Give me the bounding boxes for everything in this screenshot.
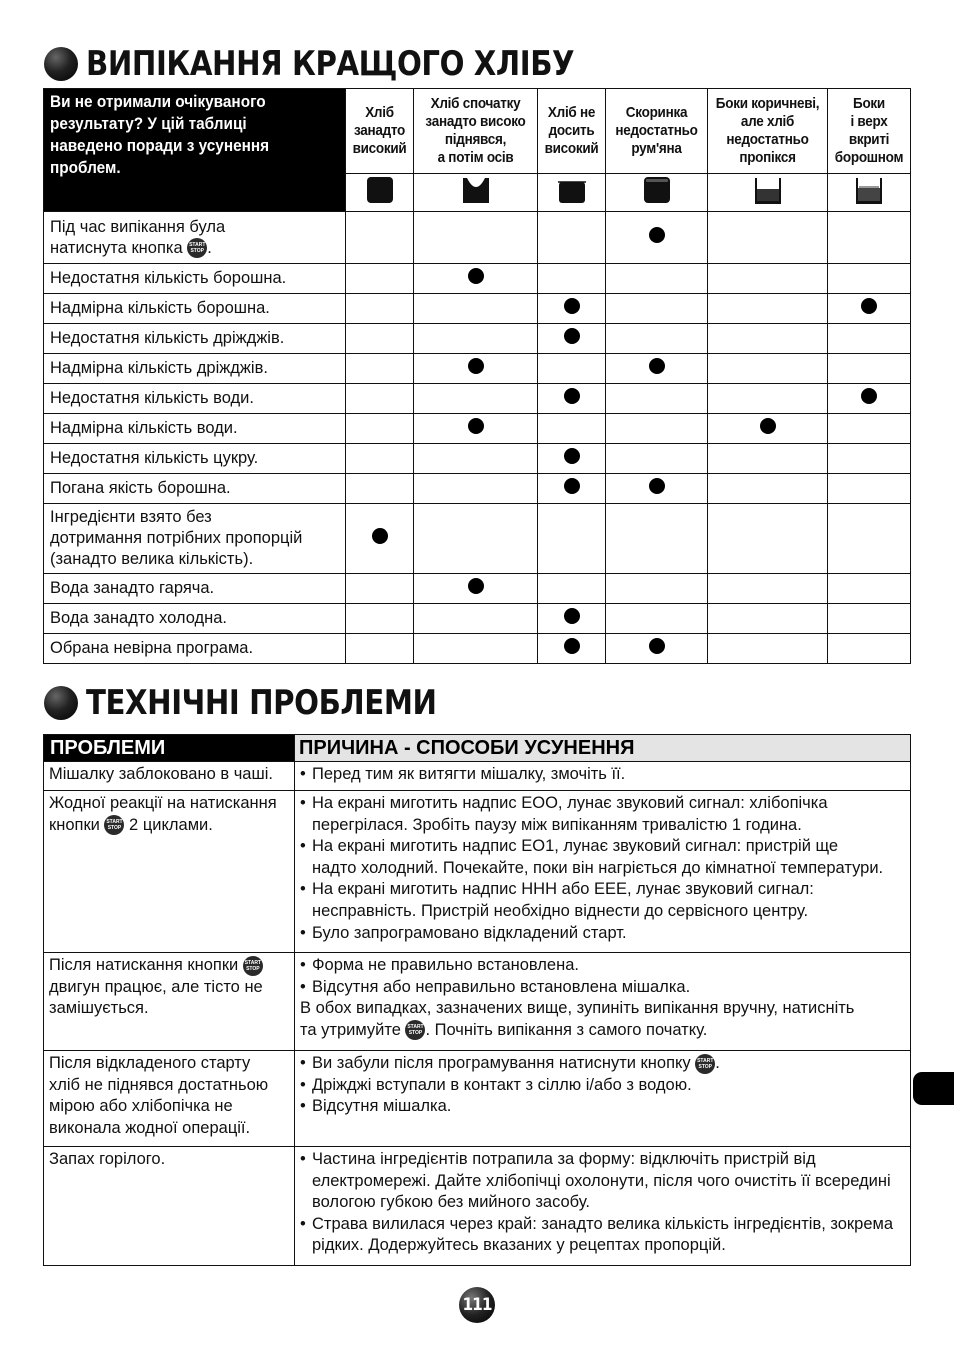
problem-line: Запах горілого.	[49, 1150, 166, 1168]
column-header-line: Хліб не	[547, 104, 596, 121]
chapter-tab	[913, 1072, 954, 1105]
mark-cell	[828, 444, 911, 474]
mark-cell	[828, 474, 911, 504]
bullet: •	[300, 1075, 306, 1094]
row-label	[44, 604, 346, 634]
cause-item	[300, 879, 905, 922]
mark-cell	[414, 604, 538, 634]
table-row	[44, 474, 911, 504]
loaf-pale-crust-icon	[642, 174, 672, 206]
mark-cell	[606, 604, 708, 634]
cause-line: Страва вилилася через край: занадто велика кількість інгредієнтів, зокрема	[312, 1214, 894, 1233]
mark-cell	[606, 444, 708, 474]
cause-line: Форма не правильно встановлена.	[312, 956, 579, 974]
cause-text	[312, 977, 905, 999]
mark-cell	[708, 634, 828, 664]
column-header-line: недостатньо	[615, 122, 698, 139]
mark-cell	[414, 384, 538, 414]
cause-line: На екрані миготить надпис EO1, лунає звуковий сигнал: пристрій ще	[312, 837, 839, 856]
mark-cell	[414, 444, 538, 474]
column-header-line: але хліб	[740, 113, 795, 130]
problem-cell	[44, 953, 295, 1051]
mark-cell	[346, 384, 414, 414]
cause-line: Відсутня мішалка.	[312, 1097, 452, 1116]
start-stop-icon: START STOP	[187, 238, 207, 258]
loaf-tall-icon	[365, 174, 395, 206]
mark-cell	[606, 474, 708, 504]
column-header-line: високий	[544, 140, 599, 157]
mark-dot	[649, 638, 665, 654]
cause-line: надто холодний. Почекайте, поки він нагріється до кімнатної температури.	[312, 858, 884, 877]
mark-cell	[414, 504, 538, 574]
column-header-line: Боки коричневі,	[715, 95, 820, 112]
column-header-line: рум'яна	[631, 140, 682, 157]
problem-line: замішується.	[49, 999, 149, 1018]
bullet: •	[300, 923, 306, 942]
column-header	[708, 89, 828, 174]
bullet: •	[300, 977, 306, 996]
mark-cell	[346, 354, 414, 384]
mark-cell	[708, 414, 828, 444]
cause-item	[300, 1096, 905, 1118]
mark-cell	[708, 324, 828, 354]
cause-cell	[295, 791, 911, 953]
problem-line: Після натискання кнопки START STOP	[49, 956, 261, 974]
cause-item	[300, 1053, 905, 1075]
mark-cell	[708, 212, 828, 264]
table-row	[44, 324, 911, 354]
problem-cell	[44, 1147, 295, 1266]
table-row	[44, 294, 911, 324]
cause-text	[312, 793, 905, 836]
cause-line: На екрані миготить надпис EOO, лунає звуковий сигнал: хлібопічка	[312, 794, 828, 812]
mark-dot	[564, 608, 580, 624]
cause-text	[312, 1096, 905, 1118]
column-header-line: Скоринка	[625, 104, 688, 121]
mark-cell	[828, 574, 911, 604]
mark-cell	[708, 604, 828, 634]
mark-cell	[538, 444, 606, 474]
problem-line: двигун працює, але тісто не	[49, 977, 263, 996]
mark-cell	[346, 474, 414, 504]
column-header-line: а потім осів	[437, 149, 514, 166]
mark-dot	[649, 358, 665, 374]
cause-text	[312, 836, 905, 879]
row-label	[44, 294, 346, 324]
column-icon-cell	[708, 174, 828, 212]
row-label-line: Надмірна кількість води.	[50, 419, 238, 437]
row-label	[44, 574, 346, 604]
column-header-line: занадто	[353, 122, 406, 139]
column-header-line: Хліб	[365, 104, 394, 121]
mark-cell	[606, 574, 708, 604]
cause-line: рідких. Додержуйтесь вказаних у рецептах пропорцій.	[312, 1236, 726, 1255]
problem-cell	[44, 762, 295, 791]
mark-cell	[708, 294, 828, 324]
column-header-line: занадто високо	[425, 113, 526, 130]
mark-dot	[468, 268, 484, 284]
cause-line: перегрілася. Зробіть паузу між випіканням тривалістю 1 година.	[312, 815, 802, 834]
cause-item	[300, 836, 905, 879]
cause-item	[300, 793, 905, 836]
cause-line: електромережі. Дайте хлібопічці охолонути, після чого очистіть її всередині	[312, 1171, 891, 1190]
mark-cell	[414, 324, 538, 354]
column-header	[346, 89, 414, 174]
column-header	[828, 89, 911, 174]
mark-dot	[468, 578, 484, 594]
problem-line: виконала жодної операції.	[49, 1118, 251, 1137]
mark-cell	[538, 212, 606, 264]
table-row	[44, 1051, 911, 1147]
page-number: 111	[459, 1287, 495, 1323]
mark-cell	[538, 264, 606, 294]
table-row	[44, 384, 911, 414]
row-label	[44, 504, 346, 574]
cause-text	[312, 764, 905, 786]
start-stop-icon: START STOP	[405, 1020, 425, 1040]
row-label-line: Недостатня кількість цукру.	[50, 449, 259, 467]
bullet: •	[300, 765, 306, 783]
section-title-baking	[44, 44, 654, 84]
cause-text	[312, 1214, 905, 1257]
table-row	[44, 264, 911, 294]
column-header-line: Боки	[853, 95, 885, 112]
mark-dot	[468, 418, 484, 434]
bullet: •	[300, 837, 306, 856]
table-row	[44, 953, 911, 1051]
mark-dot	[564, 638, 580, 654]
cause-text	[312, 1053, 905, 1075]
problem-line: кнопки START STOP 2 циклами.	[49, 815, 213, 834]
mark-cell	[606, 294, 708, 324]
mark-cell	[346, 634, 414, 664]
bullet-ball-icon	[44, 47, 78, 81]
cause-item	[300, 923, 905, 945]
row-label	[44, 474, 346, 504]
row-label-line: Недостатня кількість борошна.	[50, 269, 287, 287]
cause-cell	[295, 1051, 911, 1147]
table-row	[44, 762, 911, 791]
mark-cell	[828, 264, 911, 294]
start-stop-icon: START STOP	[243, 956, 263, 976]
row-label-line: Погана якість борошна.	[50, 479, 231, 497]
column-header	[414, 89, 538, 174]
mark-dot	[564, 478, 580, 494]
mark-cell	[828, 504, 911, 574]
row-label-line: (занадто велика кількість).	[50, 550, 254, 568]
bullet-ball-icon	[44, 686, 78, 720]
mark-cell	[414, 414, 538, 444]
mark-cell	[606, 212, 708, 264]
row-label	[44, 354, 346, 384]
row-label-line: Недостатня кількість дріжджів.	[50, 329, 285, 347]
table-row	[44, 414, 911, 444]
problem-line: Після відкладеного старту	[49, 1054, 251, 1072]
cause-cell	[295, 953, 911, 1051]
row-label-line: Вода занадто гаряча.	[50, 579, 215, 597]
mark-cell	[538, 634, 606, 664]
table-row	[44, 791, 911, 953]
mark-cell	[828, 604, 911, 634]
column-header	[538, 89, 606, 174]
mark-cell	[538, 294, 606, 324]
mark-cell	[538, 474, 606, 504]
row-label	[44, 212, 346, 264]
loaf-floury-icon	[854, 174, 884, 206]
mark-cell	[708, 474, 828, 504]
mark-cell	[346, 604, 414, 634]
section-title-text: ТЕХНІЧНІ ПРОБЛЕМИ	[86, 683, 437, 723]
start-stop-icon: START STOP	[104, 815, 124, 835]
bullet: •	[300, 956, 306, 974]
mark-cell	[346, 324, 414, 354]
table-row	[44, 444, 911, 474]
mark-cell	[828, 354, 911, 384]
mark-cell	[414, 574, 538, 604]
mark-dot	[564, 448, 580, 464]
bullet: •	[300, 880, 306, 899]
mark-cell	[606, 414, 708, 444]
cause-item	[300, 1020, 905, 1042]
column-header-line: Хліб спочатку	[430, 95, 521, 112]
cause-text	[312, 879, 905, 922]
table-intro: Ви не отримали очікуваного результату? У цій таблиці наведено поради з усунення проблем.	[44, 89, 346, 212]
cause-line: та утримуйте START STOP . Почніть випікання з самого початку.	[300, 1020, 708, 1039]
mark-cell	[606, 354, 708, 384]
mark-cell	[538, 604, 606, 634]
table-row	[44, 354, 911, 384]
cause-line: Перед тим як витягти мішалку, змочіть її.	[312, 765, 626, 783]
mark-cell	[708, 574, 828, 604]
mark-dot	[564, 328, 580, 344]
section-title-technical	[44, 683, 494, 723]
mark-cell	[828, 634, 911, 664]
mark-cell	[346, 414, 414, 444]
mark-cell	[828, 324, 911, 354]
cause-text	[300, 998, 905, 1020]
row-label-line: Надмірна кількість борошна.	[50, 299, 270, 317]
troubleshooting-table	[43, 88, 911, 664]
cause-item	[300, 977, 905, 999]
mark-cell	[538, 324, 606, 354]
table-row	[44, 212, 911, 264]
column-header-line: високий	[352, 140, 407, 157]
cause-item	[300, 998, 905, 1020]
column-icon-cell	[828, 174, 911, 212]
mark-cell	[828, 212, 911, 264]
mark-dot	[564, 388, 580, 404]
row-label	[44, 634, 346, 664]
row-label-line: Недостатня кількість води.	[50, 389, 254, 407]
column-header-line: і верх	[850, 113, 888, 130]
row-label-line: Інгредієнти взято без	[50, 508, 212, 526]
cause-item	[300, 1075, 905, 1097]
bullet: •	[300, 1097, 306, 1116]
column-header	[606, 89, 708, 174]
cause-line: Відсутня або неправильно встановлена мішалка.	[312, 977, 691, 996]
cause-line: Було запрограмовано відкладений старт.	[312, 923, 627, 942]
column-icon-cell	[346, 174, 414, 212]
column-header-line: пропікся	[739, 149, 796, 166]
column-icon-cell	[538, 174, 606, 212]
column-header-line: вкриті	[848, 131, 890, 148]
column-header-line: піднявся,	[444, 131, 507, 148]
cause-cell	[295, 1147, 911, 1266]
bullet: •	[300, 1150, 306, 1168]
bullet: •	[300, 1214, 306, 1233]
cause-line: Ви забули після програмування натиснути кнопку START STOP .	[312, 1054, 720, 1072]
row-label	[44, 444, 346, 474]
problem-line: хліб не піднявся достатньою	[49, 1075, 269, 1094]
row-label	[44, 264, 346, 294]
column-header-line: борошном	[834, 149, 904, 166]
problem-cell	[44, 791, 295, 953]
loaf-underbaked-icon	[753, 174, 783, 206]
column-header-causes: ПРИЧИНА - СПОСОБИ УСУНЕННЯ	[295, 735, 911, 762]
mark-dot	[649, 478, 665, 494]
table-row	[44, 574, 911, 604]
mark-dot	[649, 227, 665, 243]
mark-cell	[538, 354, 606, 384]
mark-cell	[606, 634, 708, 664]
mark-cell	[414, 474, 538, 504]
problem-cell	[44, 1051, 295, 1147]
mark-cell	[606, 324, 708, 354]
column-header-line: досить	[548, 122, 595, 139]
row-label	[44, 384, 346, 414]
cause-line: Дріжджі вступали в контакт з сіллю і/або з водою.	[312, 1075, 692, 1094]
cause-text	[312, 955, 905, 977]
problem-line: Жодної реакції на натискання	[49, 794, 277, 812]
mark-cell	[708, 384, 828, 414]
cause-item	[300, 764, 905, 786]
mark-cell	[346, 444, 414, 474]
mark-cell	[538, 504, 606, 574]
cause-text	[312, 1075, 905, 1097]
cause-line: вологою губкою без мийного засобу.	[312, 1193, 590, 1212]
loaf-collapsed-icon	[461, 174, 491, 206]
column-header-problems: ПРОБЛЕМИ	[44, 735, 295, 762]
cause-text	[312, 923, 905, 945]
column-icon-cell	[606, 174, 708, 212]
mark-dot	[760, 418, 776, 434]
table-row	[44, 634, 911, 664]
problem-line: Мішалку заблоковано в чаші.	[49, 765, 273, 783]
mark-cell	[346, 294, 414, 324]
mark-dot	[861, 388, 877, 404]
row-label-line: Надмірна кількість дріжджів.	[50, 359, 268, 377]
row-label-line: Під час випікання була	[50, 217, 226, 236]
mark-cell	[346, 504, 414, 574]
column-header-line: недостатньо	[726, 131, 809, 148]
section-title-text: ВИПІКАННЯ КРАЩОГО ХЛІБУ	[86, 44, 575, 84]
mark-dot	[564, 298, 580, 314]
mark-cell	[538, 414, 606, 444]
bullet: •	[300, 1054, 306, 1072]
table-row	[44, 504, 911, 574]
mark-cell	[414, 634, 538, 664]
mark-cell	[606, 264, 708, 294]
row-label-line: Вода занадто холодна.	[50, 609, 228, 627]
cause-item	[300, 1149, 905, 1214]
mark-cell	[414, 354, 538, 384]
problem-line: мірою або хлібопічка не	[49, 1097, 233, 1116]
mark-cell	[606, 504, 708, 574]
mark-cell	[346, 212, 414, 264]
technical-problems-table	[43, 734, 911, 1266]
loaf-short-icon	[557, 174, 587, 206]
mark-cell	[414, 294, 538, 324]
row-label-line: натиснута кнопка START STOP .	[50, 238, 212, 257]
cause-text	[312, 1149, 905, 1214]
bullet: •	[300, 794, 306, 812]
mark-cell	[414, 264, 538, 294]
table-row	[44, 1147, 911, 1266]
cause-line: несправність. Пристрій необхідно віднести до сервісного центру.	[312, 901, 809, 920]
cause-item	[300, 1214, 905, 1257]
mark-cell	[538, 384, 606, 414]
cause-line: В обох випадках, зазначених вище, зупиніть випікання вручну, натисніть	[300, 999, 855, 1018]
mark-dot	[861, 298, 877, 314]
cause-line: На екрані миготить надпис HHH або EEE, лунає звуковий сигнал:	[312, 880, 814, 899]
mark-cell	[708, 264, 828, 294]
cause-line: Частина інгредієнтів потрапила за форму: відключіть пристрій від	[312, 1150, 816, 1168]
mark-cell	[828, 384, 911, 414]
mark-cell	[606, 384, 708, 414]
mark-dot	[372, 528, 388, 544]
table-row	[44, 604, 911, 634]
cause-item	[300, 955, 905, 977]
mark-cell	[538, 574, 606, 604]
row-label	[44, 414, 346, 444]
row-label-line: дотримання потрібних пропорцій	[50, 529, 303, 547]
cause-text	[300, 1020, 905, 1042]
mark-cell	[828, 294, 911, 324]
mark-dot	[468, 358, 484, 374]
mark-cell	[414, 212, 538, 264]
mark-cell	[346, 264, 414, 294]
mark-cell	[708, 354, 828, 384]
mark-cell	[828, 414, 911, 444]
column-icon-cell	[414, 174, 538, 212]
row-label	[44, 324, 346, 354]
mark-cell	[346, 574, 414, 604]
row-label-line: Обрана невірна програма.	[50, 639, 254, 657]
start-stop-icon: START STOP	[695, 1054, 715, 1074]
cause-cell	[295, 762, 911, 791]
mark-cell	[708, 444, 828, 474]
mark-cell	[708, 504, 828, 574]
